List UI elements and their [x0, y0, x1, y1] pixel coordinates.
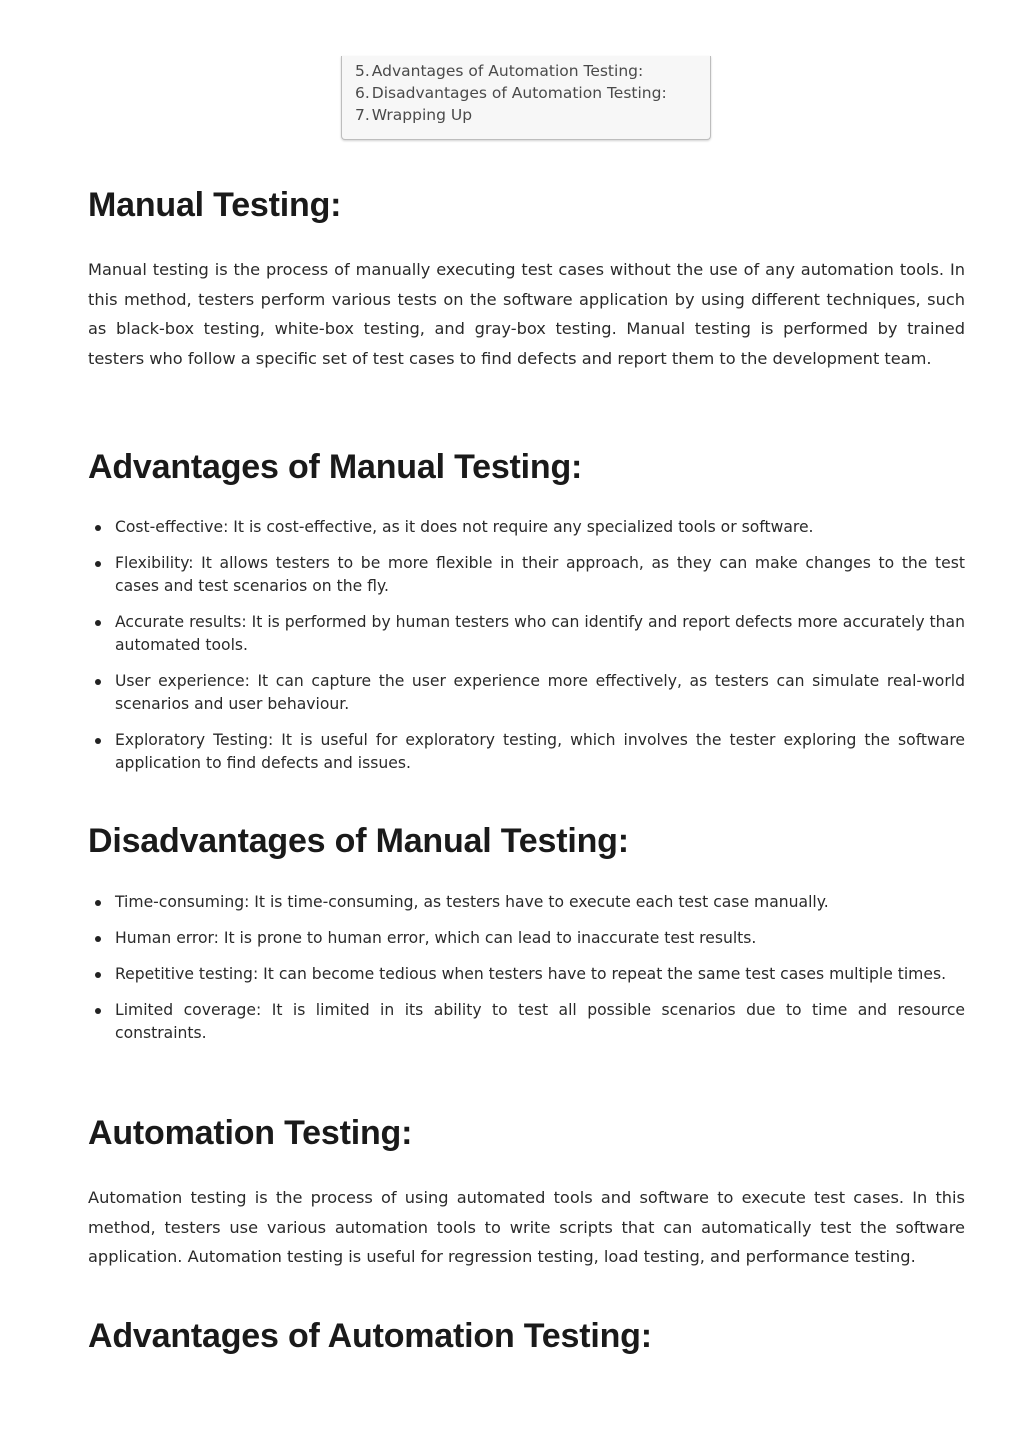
list-disadvantages-manual [88, 891, 965, 1058]
list-item: Time-consuming: It is time-consuming, as testers have to execute each test case manually. [88, 891, 965, 914]
list-item: User experience: It can capture the user experience more effectively, as testers can simulate real-world scenarios and user behaviour. [88, 670, 965, 716]
list-item: Repetitive testing: It can become tedious when testers have to repeat the same test cases multiple times. [88, 963, 965, 986]
toc-item-number: 5. [355, 62, 370, 80]
toc-item-label: Advantages of Automation Testing: [371, 62, 644, 80]
toc-item-number: 7. [355, 106, 370, 124]
heading-automation-testing: Automation Testing: [88, 1114, 413, 1152]
table-of-contents [341, 56, 711, 140]
toc-item-number: 6. [355, 84, 370, 102]
toc-item-wrapping-up[interactable] [355, 104, 710, 126]
list-item: Human error: It is prone to human error, which can lead to inaccurate test results. [88, 927, 965, 950]
list-item: Flexibility: It allows testers to be more flexible in their approach, as they can make changes to the test cases and test scenarios on the fly. [88, 552, 965, 598]
list-item: Limited coverage: It is limited in its ability to test all possible scenarios due to time and resource constraints. [88, 999, 965, 1045]
toc-item-disadvantages-automation[interactable] [355, 82, 710, 104]
toc-item-label: Wrapping Up [371, 106, 473, 124]
toc-item-label: Disadvantages of Automation Testing: [371, 84, 667, 102]
list-item: Cost-effective: It is cost-effective, as it does not require any specialized tools or software. [88, 516, 965, 539]
list-item: Accurate results: It is performed by human testers who can identify and report defects more accurately than automated tools. [88, 611, 965, 657]
toc-list [342, 56, 710, 126]
toc-item-advantages-automation[interactable] [355, 60, 710, 82]
heading-manual-testing: Manual Testing: [88, 186, 342, 224]
list-advantages-manual [88, 516, 965, 788]
paragraph-manual-testing: Manual testing is the process of manually executing test cases without the use of any automation tools. In this method, testers perform various tests on the software application by using different techniques, such as black-box testing, white-box testing, and gray-box testing. Manual testing is performed by trained testers who follow a specific set of test cases to find defects and report them to the development team. [88, 260, 965, 368]
heading-advantages-manual: Advantages of Manual Testing: [88, 448, 583, 486]
heading-disadvantages-manual: Disadvantages of Manual Testing: [88, 822, 629, 860]
list-item: Exploratory Testing: It is useful for exploratory testing, which involves the tester exploring the software application to find defects and issues. [88, 729, 965, 775]
heading-advantages-automation: Advantages of Automation Testing: [88, 1317, 652, 1355]
paragraph-automation-testing: Automation testing is the process of using automated tools and software to execute test cases. In this method, testers use various automation tools to write scripts that can automatically test the software application. Automation testing is useful for regression testing, load testing, and performance testing. [88, 1188, 965, 1267]
